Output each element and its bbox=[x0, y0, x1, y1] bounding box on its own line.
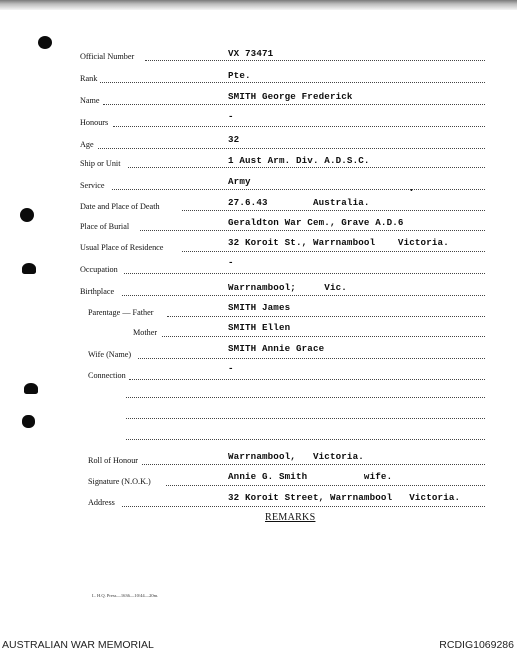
age-value: 32 bbox=[228, 134, 240, 145]
roll-line bbox=[142, 464, 485, 465]
burial-line bbox=[140, 230, 485, 231]
residence-value: 32 Koroit St., Warrnambool Victoria. bbox=[228, 237, 449, 248]
scan-top-edge bbox=[0, 0, 517, 10]
official-number-value: VX 73471 bbox=[228, 48, 274, 59]
age-label: Age bbox=[80, 140, 94, 149]
honours-value: - bbox=[228, 111, 234, 122]
connection-line-2 bbox=[126, 397, 485, 398]
connection-line-4 bbox=[126, 439, 485, 440]
name-line bbox=[103, 104, 485, 105]
connection-line bbox=[129, 379, 485, 380]
birthplace-value: Warrnambool; Vic. bbox=[228, 282, 347, 293]
name-label: Name bbox=[80, 96, 100, 105]
mother-value: SMITH Ellen bbox=[228, 322, 291, 333]
footer-source: AUSTRALIAN WAR MEMORIAL bbox=[2, 639, 154, 651]
birthplace-line bbox=[122, 295, 485, 296]
roll-label: Roll of Honour bbox=[88, 456, 139, 465]
honours-line bbox=[113, 126, 485, 127]
honours-label: Honours bbox=[80, 118, 109, 127]
father-label: Parentage — Father bbox=[88, 308, 154, 317]
death-value: 27.6.43 Australia. bbox=[228, 197, 370, 208]
binder-hole-5 bbox=[22, 415, 35, 428]
ship-unit-label: Ship or Unit bbox=[80, 159, 121, 168]
burial-value: Geraldton War Cem., Grave A.D.6 bbox=[228, 217, 404, 228]
roll-value: Warrnambool, Victoria. bbox=[228, 451, 364, 462]
connection-value: - bbox=[228, 363, 234, 374]
rank-label: Rank bbox=[80, 74, 98, 83]
wife-value: SMITH Annie Grace bbox=[228, 343, 325, 354]
official-number-label: Official Number bbox=[80, 52, 135, 61]
signature-label: Signature (N.O.K.) bbox=[88, 477, 151, 486]
rank-value: Pte. bbox=[228, 70, 251, 81]
ship-unit-line bbox=[128, 167, 485, 168]
father-line bbox=[167, 316, 485, 317]
address-line bbox=[122, 506, 485, 507]
footer-record-id: RCDIG1069286 bbox=[439, 639, 514, 651]
wife-label: Wife (Name) bbox=[88, 350, 132, 359]
death-line bbox=[182, 210, 485, 211]
service-value: Army bbox=[228, 176, 251, 187]
residence-line bbox=[182, 251, 485, 252]
wife-line bbox=[138, 358, 485, 359]
printer-note: L. H.Q. Press—1636—10/44—20m. bbox=[92, 593, 159, 598]
service-line bbox=[112, 189, 485, 190]
rank-line bbox=[100, 82, 485, 83]
ship-unit-value: 1 Aust Arm. Div. A.D.S.C. bbox=[228, 155, 370, 166]
mother-line bbox=[162, 336, 485, 337]
binder-hole-1 bbox=[38, 36, 52, 49]
connection-label: Connection bbox=[88, 371, 126, 380]
remarks-heading: REMARKS bbox=[265, 512, 316, 523]
ink-dot: • bbox=[410, 186, 413, 195]
binder-hole-2 bbox=[20, 208, 34, 222]
death-label: Date and Place of Death bbox=[80, 202, 160, 211]
name-value: SMITH George Frederick bbox=[228, 91, 353, 102]
signature-value: Annie G. Smith wife. bbox=[228, 471, 393, 482]
service-label: Service bbox=[80, 181, 105, 190]
occupation-value: - bbox=[228, 257, 234, 268]
residence-label: Usual Place of Residence bbox=[80, 243, 164, 252]
address-label: Address bbox=[88, 498, 115, 507]
official-number-line bbox=[145, 60, 485, 61]
binder-hole-3 bbox=[22, 263, 36, 274]
address-value: 32 Koroit Street, Warrnambool Victoria. bbox=[228, 492, 461, 503]
mother-label: Mother bbox=[133, 328, 158, 337]
footer-bar bbox=[0, 634, 517, 654]
binder-hole-4 bbox=[24, 383, 38, 394]
signature-line bbox=[166, 485, 485, 486]
occupation-label: Occupation bbox=[80, 265, 118, 274]
connection-line-3 bbox=[126, 418, 485, 419]
age-line bbox=[98, 148, 485, 149]
father-value: SMITH James bbox=[228, 302, 291, 313]
burial-label: Place of Burial bbox=[80, 222, 130, 231]
birthplace-label: Birthplace bbox=[80, 287, 115, 296]
occupation-line bbox=[124, 273, 485, 274]
